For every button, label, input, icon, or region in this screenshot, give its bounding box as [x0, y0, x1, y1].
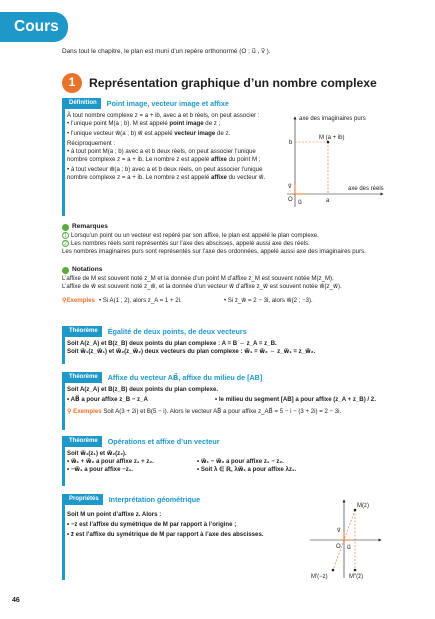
imag-axis-label: axe des imaginaires purs — [299, 116, 366, 122]
def-line-7: • à tout vecteur w⃗(a ; b) avec a et b deux réels, on peut associer l’unique — [67, 166, 263, 174]
remarques-icon — [62, 224, 69, 231]
proprietes-line-2: • −z est l’affixe du symétrique de M par rapport à l’origine ; — [67, 521, 237, 529]
section-number: 1 — [62, 73, 82, 93]
theoreme-2-example — [67, 408, 382, 416]
theoreme-2-title: Affixe du vecteur AB⃗, affixe du milieu de [AB] — [107, 372, 263, 382]
def-point-image-term: point image — [169, 120, 204, 128]
def-line-3d: de z. — [215, 130, 231, 138]
remarques-title: Remarques — [72, 223, 108, 230]
notations-examples — [62, 297, 392, 305]
def-affixe-term: affixe — [210, 156, 227, 164]
def-line-3b: w⃗ est appelé — [137, 130, 175, 138]
real-axis-label: axe des réels — [348, 186, 384, 192]
def-line-8c: du vecteur w⃗. — [226, 174, 266, 182]
theoreme-3-line-3b: • Soit λ ∈ ℝ, λw⃗₁ a pour affixe λz₁. — [197, 466, 297, 474]
def-vecteur-image-term: vecteur image — [174, 130, 216, 138]
theoreme-3-line-2a: • w⃗₁ + w⃗₂ a pour affixe z₁ + z₂. — [67, 458, 154, 466]
theoreme-2-ex-text: Soit A(3 + 2i) et B(5 − i). Alors le vecteur AB⃗ a pour affixe z_AB⃗ = 5 − i − (3 + 2i) = 2 − 3i. — [103, 408, 342, 416]
example-2: • Si z_w⃗ = 2 − 3i, alors w⃗(2 ; −3). — [223, 296, 313, 304]
sym-m2-label: M″(z̄) — [349, 574, 364, 580]
cours-tab: Cours — [0, 12, 68, 42]
def-line-3 — [67, 130, 280, 138]
page-number: 46 — [12, 597, 20, 604]
v-label: v⃗ — [288, 184, 292, 190]
theoreme-3-title: Opérations et affixe d’un vecteur — [107, 436, 220, 446]
notation-1: L’affixe de M est souvent noté z_M et la donnée d’un point M d’affixe z_M est souvent notée M(z_M). — [62, 274, 334, 282]
examples-label: Exemples — [66, 296, 95, 304]
def-line-3a: • l’unique vecteur w⃗(a ; b) — [67, 130, 138, 138]
theoreme-operations-box — [62, 436, 382, 486]
theoreme-2-ex-label: Exemples — [73, 408, 102, 416]
definition-box — [62, 98, 382, 216]
def-line-1: À tout nombre complexe z = a + ib, avec a et b réels, on peut associer : — [67, 112, 260, 119]
remarques-block — [62, 223, 392, 256]
def-line-6a: nombre complexe z = a + ib. Le nombre z est appelé — [67, 156, 211, 164]
theoreme-2-header — [65, 372, 382, 383]
b-label: b — [289, 140, 293, 146]
example-1: • Si A(1 ; 2), alors z_A = 1 + 2i. — [98, 296, 182, 304]
notations-block — [62, 266, 392, 305]
remarque-2b: Les nombres imaginaires purs sont représentés sur l’axe des ordonnées, appelé aussi axe des imaginaires purs. — [62, 247, 366, 255]
definition-tag: Définition — [65, 98, 101, 109]
theoreme-equality-box — [62, 326, 382, 364]
theoreme-1-header — [65, 326, 382, 337]
def-line-8a: nombre complexe z = a + ib. Le nombre z est appelé — [67, 174, 211, 182]
def-affixe-term-2: affixe — [210, 174, 227, 182]
def-line-8 — [67, 174, 280, 182]
def-line-5: • à tout point M(a ; b) avec a et b deux réels, on peut associer l’unique — [67, 148, 256, 156]
point-m-label: M (a + ib) — [319, 135, 345, 141]
def-line-4: Réciproquement : — [67, 140, 116, 148]
theoreme-2-line-2a: • AB⃗ a pour affixe z_B − z_A — [67, 396, 148, 404]
remarque-2 — [62, 240, 392, 248]
definition-header — [65, 98, 382, 109]
examples-pin-icon: ⚲ — [62, 296, 67, 304]
notations-title: Notations — [72, 266, 103, 273]
def-line-2c: de z ; — [203, 120, 221, 128]
theoreme-1-body — [65, 337, 382, 359]
proprietes-line-3: • z̄ est l’affixe du symétrique de M par rapport à l’axe des abscisses. — [67, 531, 264, 539]
sym-o-label: O — [336, 544, 341, 550]
theoreme-affixe-vecteur-box — [62, 372, 382, 430]
theoreme-3-tag: Théorème — [65, 436, 102, 447]
theoreme-3-line-2 — [67, 458, 382, 466]
circle-2-icon: 2 — [62, 240, 69, 247]
sym-u-label: u⃗ — [347, 545, 351, 551]
theoreme-1-tag: Théorème — [65, 326, 102, 337]
def-line-2a: • l’unique point M(a ; b). M est appelé — [67, 120, 170, 128]
theoreme-2-body — [65, 383, 382, 419]
u-label: u⃗ — [298, 200, 302, 206]
sym-v-label: v⃗ — [337, 528, 341, 534]
symmetry-figure — [305, 496, 383, 580]
theoreme-3-line-3 — [67, 466, 382, 474]
theoreme-1-line-1: Soit A(z_A) et B(z_B) deux points du plan complexe : A = B ⇔ z_A = z_B. — [67, 340, 277, 347]
theoreme-3-header — [65, 436, 382, 447]
sym-point-m — [354, 509, 357, 512]
proprietes-title: Interprétation géométrique — [108, 494, 201, 504]
definition-title: Point image, vecteur image et affixe — [106, 98, 229, 108]
theoreme-1-title: Égalité de deux points, de deux vecteurs — [107, 326, 247, 336]
circle-1-icon: 1 — [62, 232, 69, 239]
sym-m1-label: M′(−z) — [311, 574, 328, 580]
def-line-6 — [67, 156, 280, 164]
theoreme-3-line-1: Soit w⃗₁(z₁) et w⃗₂(z₂). — [67, 450, 127, 457]
proprietes-tag: Propriétés — [65, 494, 103, 505]
proprietes-line-1: Soit M un point d’affixe z. Alors : — [67, 511, 162, 518]
remarque-1 — [62, 232, 392, 240]
sym-point-m1 — [332, 569, 335, 572]
theoreme-2-line-1: Soit A(z_A) et B(z_B) deux points du plan complexe. — [67, 386, 219, 393]
theoreme-3-body — [65, 447, 382, 477]
theoreme-1-line-2: Soit w⃗₁(z_w⃗₁) et w⃗₂(z_w⃗₂) deux vecteurs du plan complexe : w⃗₁ = w⃗₂ ⇔ z_w⃗₁ = z_w⃗₂. — [67, 348, 316, 356]
section-heading — [62, 72, 377, 94]
theoreme-2-line-2 — [67, 396, 382, 404]
def-line-6c: du point M ; — [226, 156, 261, 164]
def-line-2 — [67, 120, 280, 128]
sym-point-m2 — [354, 569, 357, 572]
theoreme-2-tag: Théorème — [65, 372, 102, 383]
notation-2: L’affixe de w⃗ est souvent noté z_w⃗, et la donnée d’un vecteur w⃗ d’affixe z_w⃗ est souvent notée w⃗(z_w⃗). — [62, 282, 342, 290]
chapter-intro: Dans tout le chapitre, le plan est muni d’un repère orthonormé (O ; u⃗ , v⃗ ). — [62, 48, 271, 55]
remarques-header — [62, 223, 392, 232]
point-m — [327, 141, 330, 144]
a-label: a — [326, 198, 330, 204]
theoreme-2-pin-icon: ⚲ — [67, 408, 74, 416]
proprietes-box — [62, 494, 382, 580]
remarque-2-text: Les nombres réels sont représentés sur l’axe des abscisses, appelé aussi axe des réels. — [71, 239, 310, 247]
origin-label: O — [288, 197, 293, 203]
notations-icon — [62, 267, 69, 274]
notations-header — [62, 266, 392, 275]
complex-plane-figure — [285, 112, 385, 212]
theoreme-2-line-2b: • le milieu du segment [AB] a pour affixe (z_A + z_B) / 2. — [215, 396, 376, 404]
section-title: Représentation graphique d’un nombre complexe — [89, 75, 377, 90]
theoreme-3-line-2b: • w⃗₁ − w⃗₂ a pour affixe z₁ − z₂. — [197, 458, 284, 466]
theoreme-3-line-3a: • −w⃗₁ a pour affixe −z₁. — [67, 466, 133, 474]
sym-m-label: M(z) — [357, 503, 369, 509]
definition-body — [65, 109, 280, 185]
remarque-1-text: Lorsqu’un point ou un vecteur est repéré par son affixe, le plan est appelé le plan complexe. — [71, 231, 319, 239]
